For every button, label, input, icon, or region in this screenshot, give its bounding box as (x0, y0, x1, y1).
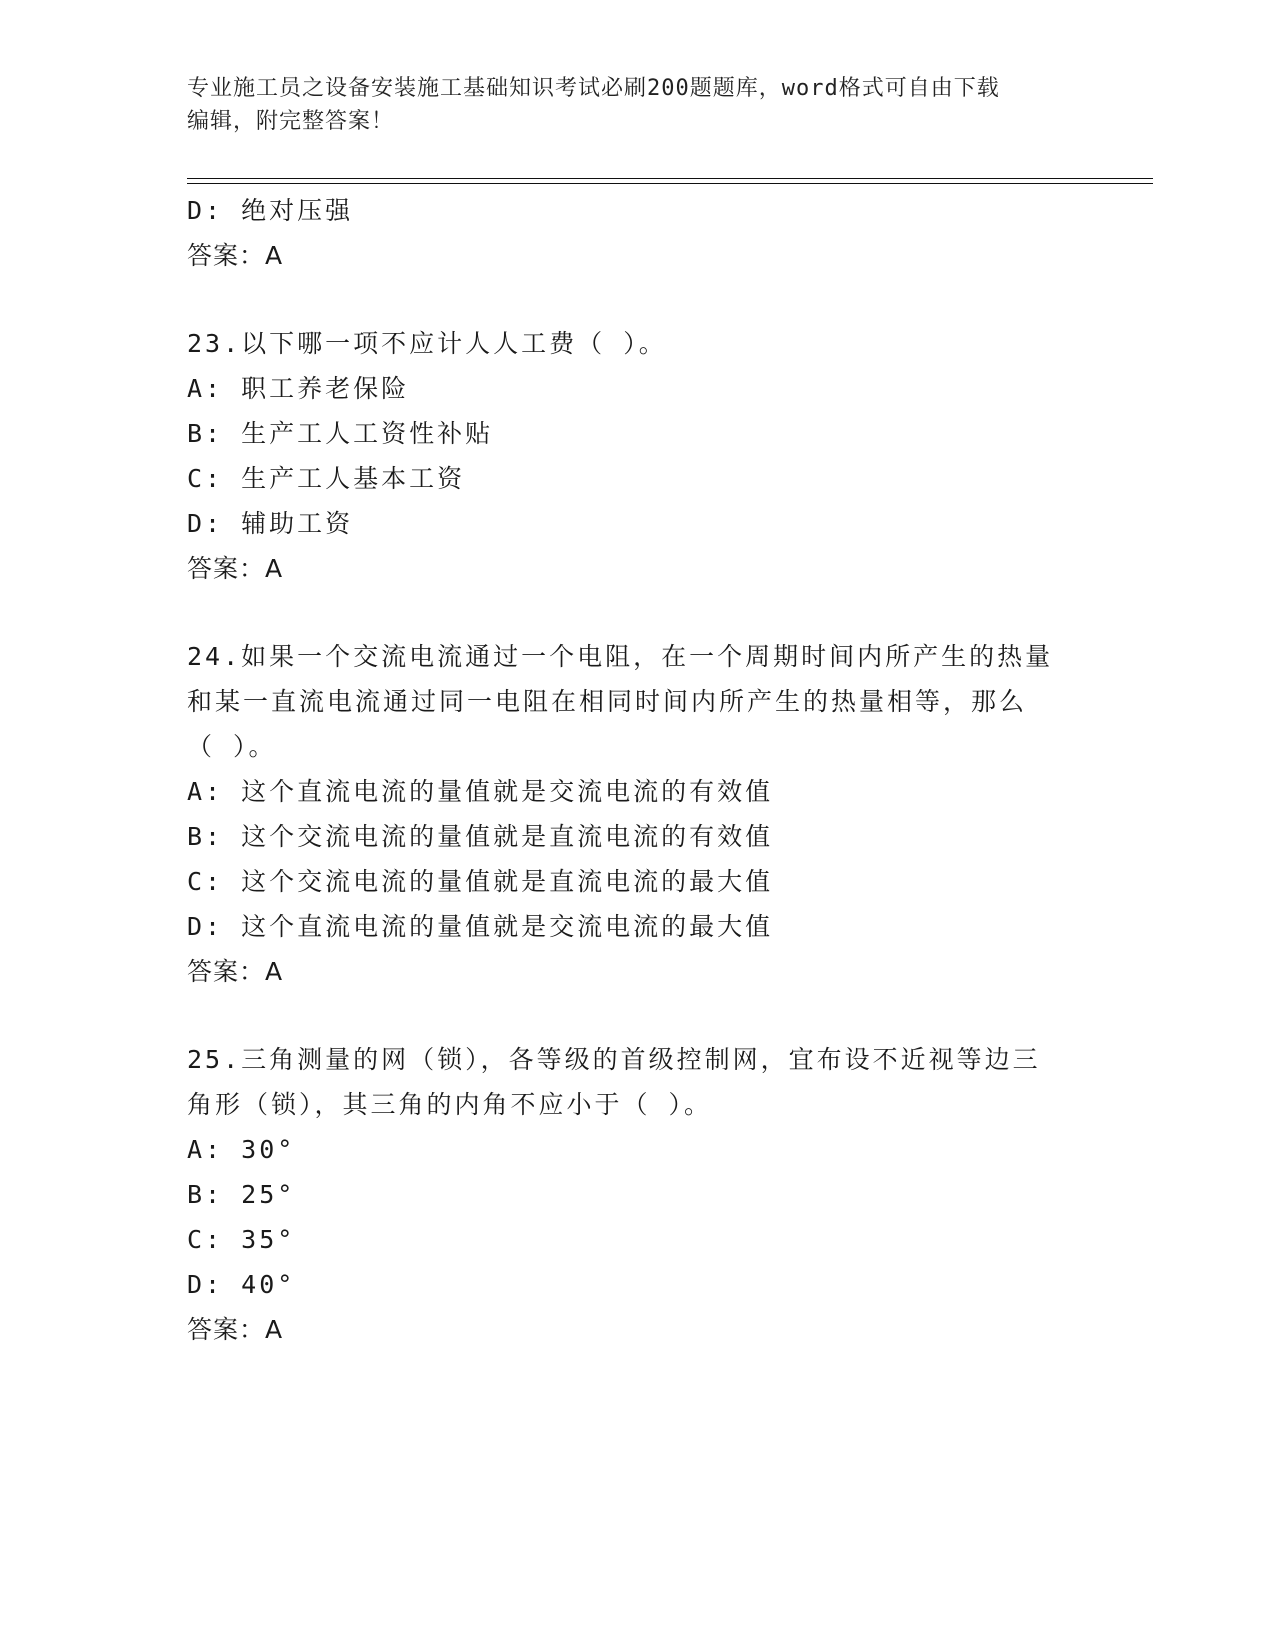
previous-answer: 答案：A (187, 241, 284, 270)
option-b: B: 25° (187, 1180, 296, 1209)
option-b: B: 这个交流电流的量值就是直流电流的有效值 (187, 822, 774, 851)
option-d: D: 这个直流电流的量值就是交流电流的最大值 (187, 912, 774, 941)
answer: 答案：A (187, 554, 284, 583)
header-divider-bottom (187, 183, 1153, 184)
question-23 (187, 321, 1077, 366)
option-c: C: 35° (187, 1225, 296, 1254)
answer: 答案：A (187, 1315, 284, 1344)
document-header (187, 72, 1087, 138)
header-divider-top (187, 178, 1153, 179)
option-c: C: 生产工人基本工资 (187, 464, 466, 493)
option-c: C: 这个交流电流的量值就是直流电流的最大值 (187, 867, 774, 896)
question-stem-line: 25.三角测量的网（锁），各等级的首级控制网，宜布设不近视等边三 (187, 1045, 1041, 1074)
option-d: D: 40° (187, 1270, 296, 1299)
question-stem-line: 角形（锁），其三角的内角不应小于（ ）。 (187, 1090, 713, 1119)
header-line-2: 编辑，附完整答案！ (187, 109, 395, 134)
option-a: A: 职工养老保险 (187, 374, 410, 403)
question-stem-line: 24.如果一个交流电流通过一个电阻，在一个周期时间内所产生的热量 (187, 642, 1054, 671)
previous-option-d: D: 绝对压强 (187, 196, 354, 225)
answer: 答案：A (187, 957, 284, 986)
option-a: A: 这个直流电流的量值就是交流电流的有效值 (187, 777, 774, 806)
option-d: D: 辅助工资 (187, 509, 354, 538)
question-25 (187, 1037, 1077, 1127)
question-stem-line: （ ）。 (187, 732, 277, 761)
document-body (187, 188, 1087, 1352)
header-line-1: 专业施工员之设备安装施工基础知识考试必刷200题题库，word格式可自由下载 (187, 76, 1000, 101)
question-stem-line: 和某一直流电流通过同一电阻在相同时间内所产生的热量相等，那么 (187, 687, 1028, 716)
question-stem-line: 23.以下哪一项不应计人人工费（ ）。 (187, 329, 667, 358)
question-24 (187, 634, 1077, 769)
option-b: B: 生产工人工资性补贴 (187, 419, 494, 448)
option-a: A: 30° (187, 1135, 296, 1164)
